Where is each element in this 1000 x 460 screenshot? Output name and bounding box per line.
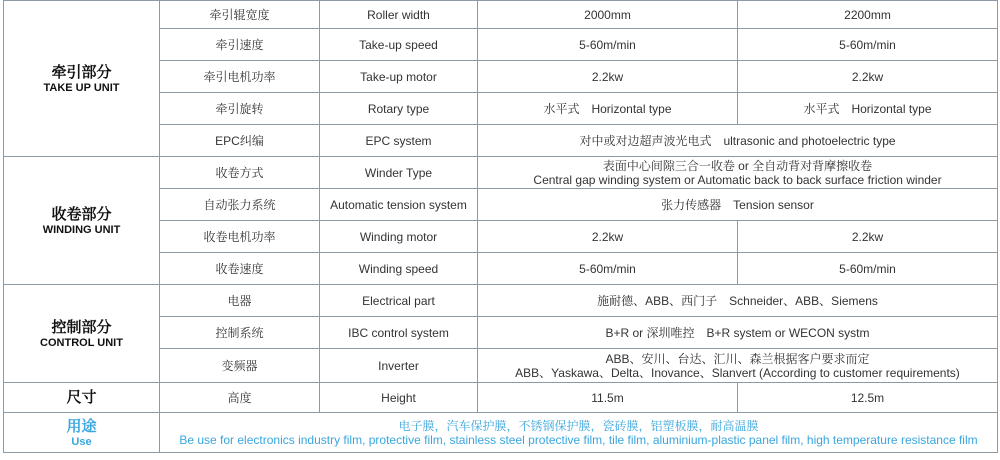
row-label-zh: 牵引辊宽度 [160, 1, 320, 29]
merged-value-cell: 表面中心间隙三合一收卷 or 全自动背对背摩擦收卷 Central gap winding system or Automatic back to back surface friction winder [478, 157, 998, 189]
row-label-en: EPC system [320, 125, 478, 157]
value-cell: 5-60m/min [478, 253, 738, 285]
row-label-en: Take-up motor [320, 61, 478, 93]
spec-table [3, 0, 998, 453]
value-cell: 5-60m/min [738, 29, 998, 61]
section-take-up: 牵引部分 TAKE UP UNIT [4, 1, 160, 157]
value-cell: 水平式 Horizontal type [738, 93, 998, 125]
row-label-en: Inverter [320, 349, 478, 383]
value-cell: 5-60m/min [478, 29, 738, 61]
row-label-zh: 电器 [160, 285, 320, 317]
table-row [4, 285, 998, 317]
usage-description: 电子膜，汽车保护膜，不锈钢保护膜，瓷砖膜，铝塑板膜，耐高温膜 Be use for electronics industry film, protective film, stainless steel protective film, tile film, aluminium-plastic panel film, high temperature resistance film [160, 413, 998, 453]
section-size: 尺寸 [4, 383, 160, 413]
table-row [4, 1, 998, 29]
value-cell: 2.2kw [738, 221, 998, 253]
section-usage: 用途 Use [4, 413, 160, 453]
merged-value-cell: B+R or 深圳唯控 B+R system or WECON systm [478, 317, 998, 349]
value-cell: 2.2kw [738, 61, 998, 93]
row-label-en: Height [320, 383, 478, 413]
row-label-en: Rotary type [320, 93, 478, 125]
row-label-zh: 变频器 [160, 349, 320, 383]
row-label-en: Winding motor [320, 221, 478, 253]
row-label-zh: 自动张力系统 [160, 189, 320, 221]
row-label-en: Winding speed [320, 253, 478, 285]
table-row [4, 157, 998, 189]
merged-value-cell: 张力传感器 Tension sensor [478, 189, 998, 221]
table-row [4, 383, 998, 413]
value-cell: 12.5m [738, 383, 998, 413]
section-winding: 收卷部分 WINDING UNIT [4, 157, 160, 285]
value-cell: 5-60m/min [738, 253, 998, 285]
value-cell: 2200mm [738, 1, 998, 29]
row-label-zh: 牵引旋转 [160, 93, 320, 125]
row-label-zh: EPC纠编 [160, 125, 320, 157]
row-label-zh: 收卷方式 [160, 157, 320, 189]
merged-value-cell: 施耐德、ABB、西门子 Schneider、ABB、Siemens [478, 285, 998, 317]
merged-value-cell: 对中或对边超声波光电式 ultrasonic and photoelectric type [478, 125, 998, 157]
row-label-en: IBC control system [320, 317, 478, 349]
row-label-zh: 牵引电机功率 [160, 61, 320, 93]
table-row [4, 413, 998, 453]
value-cell: 11.5m [478, 383, 738, 413]
value-cell: 2.2kw [478, 61, 738, 93]
merged-value-cell: ABB、安川、台达、汇川、森兰根据客户要求而定 ABB、Yaskawa、Delta、Inovance、Slanvert (According to customer requirements) [478, 349, 998, 383]
value-cell: 2.2kw [478, 221, 738, 253]
row-label-zh: 控制系统 [160, 317, 320, 349]
row-label-en: Winder Type [320, 157, 478, 189]
value-cell: 水平式 Horizontal type [478, 93, 738, 125]
row-label-zh: 收卷速度 [160, 253, 320, 285]
row-label-en: Electrical part [320, 285, 478, 317]
value-cell: 2000mm [478, 1, 738, 29]
row-label-zh: 收卷电机功率 [160, 221, 320, 253]
row-label-zh: 牵引速度 [160, 29, 320, 61]
row-label-zh: 高度 [160, 383, 320, 413]
row-label-en: Automatic tension system [320, 189, 478, 221]
row-label-en: Roller width [320, 1, 478, 29]
row-label-en: Take-up speed [320, 29, 478, 61]
section-control: 控制部分 CONTROL UNIT [4, 285, 160, 383]
